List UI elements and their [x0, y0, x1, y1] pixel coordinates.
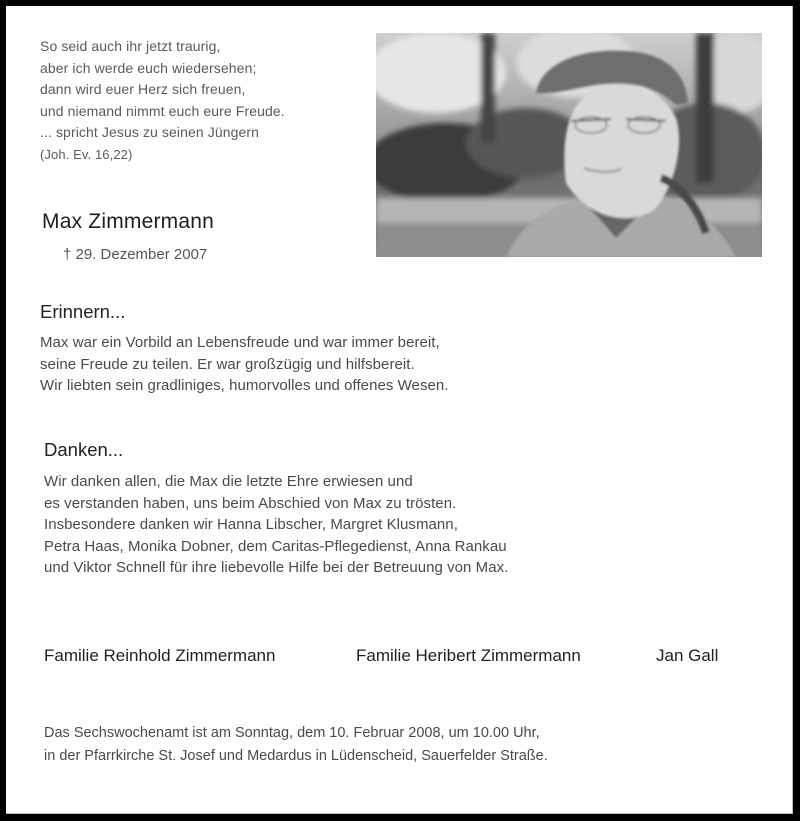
text-line: und Viktor Schnell für ihre liebevolle Hilfe bei der Betreuung von Max. — [44, 559, 509, 576]
signatures — [44, 646, 718, 666]
obituary-card — [6, 6, 793, 814]
text-line: Insbesondere danken wir Hanna Libscher, Margret Klusmann, — [44, 516, 458, 533]
memorial-service-notice — [44, 722, 548, 768]
text-line: Max war ein Vorbild an Lebensfreude und war immer bereit, — [40, 334, 440, 351]
section-text-erinnern — [40, 332, 449, 397]
section-heading-danken: Danken... — [44, 439, 124, 460]
verse-line: und niemand nimmt euch eure Freude. — [40, 102, 285, 119]
signature-jan-gall: Jan Gall — [656, 646, 719, 665]
death-date: 29. Dezember 2007 — [75, 246, 208, 263]
portrait-image — [376, 33, 762, 257]
section-heading-erinnern: Erinnern... — [40, 301, 126, 322]
text-line: Wir liebten sein gradliniges, humorvolles und offenes Wesen. — [40, 377, 449, 394]
verse-line: So seid auch ihr jetzt traurig, — [40, 38, 221, 54]
text-line: seine Freude zu teilen. Er war großzügig und hilfsbereit. — [40, 355, 415, 373]
text-line: es verstanden haben, uns beim Abschied von Max zu trösten. — [44, 494, 457, 512]
notice-line: Das Sechswochenamt ist am Sonntag, dem 10. Februar 2008, um 10.00 Uhr, — [44, 725, 540, 741]
text-line: Wir danken allen, die Max die letzte Ehre erwiesen und — [44, 473, 413, 490]
verse-line: dann wird euer Herz sich freuen, — [40, 81, 246, 97]
deceased-name: Max Zimmermann — [42, 210, 214, 233]
text-line: Petra Haas, Monika Dobner, dem Caritas-Pflegedienst, Anna Rankau — [44, 537, 507, 555]
section-text-danken — [44, 471, 508, 579]
death-date-line — [63, 246, 207, 263]
cross-icon: † — [63, 246, 72, 263]
bible-verse — [40, 36, 285, 165]
signature-family-reinhold: Familie Reinhold Zimmermann — [44, 646, 276, 665]
verse-line: aber ich werde euch wiedersehen; — [40, 59, 257, 76]
verse-line: ... spricht Jesus zu seinen Jüngern — [40, 124, 260, 140]
portrait-photo — [376, 33, 762, 257]
signature-family-heribert: Familie Heribert Zimmermann — [356, 646, 581, 665]
notice-line: in der Pfarrkirche St. Josef und Medardus in Lüdenscheid, Sauerfelder Straße. — [44, 748, 548, 764]
verse-reference: (Joh. Ev. 16,22) — [40, 146, 133, 162]
